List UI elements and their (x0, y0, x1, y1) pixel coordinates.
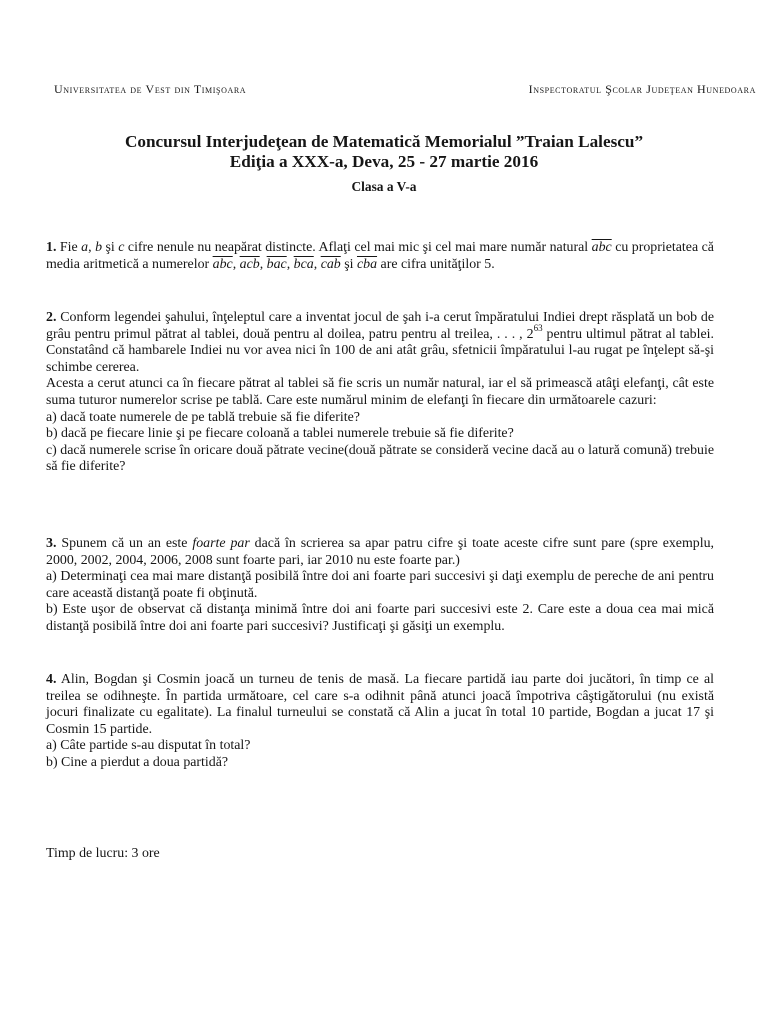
problem-2-question-a: a) dacă toate numerele de pe tablă trebuie să fie diferite? (46, 409, 360, 425)
number-bca: $\overline{bca}$ (293, 256, 314, 272)
problem-2-question-c: c) dacă numerele scrise în oricare două pătrate vecine(două pătrate se consideră vecine dacă au o latură comună) trebuie să fie diferite? (46, 442, 714, 475)
term-foarte-par: foarte par (192, 536, 250, 551)
header-inspectorate: Inspectoratul Şcolar Judeţean Hunedoara (528, 82, 756, 96)
problem-4-question-a: a) Câte partide s-au disputat în total? (46, 738, 251, 754)
problem-3-statement: 3. Spunem că un an este foarte par dacă în scrierea sa apar patru cifre şi toate aceste cifre sunt pare (spre exemplu, 2000, 2002, 2004, 2006, 2008 sunt foarte pari, iar 2010 nu este foarte par.) (46, 536, 714, 568)
problem-2-question-b: b) dacă pe fiecare linie şi pe fiecare coloană a tablei numerele trebuie să fie diferite? (46, 426, 514, 442)
problem-4 (46, 672, 714, 772)
grade-line: Clasa a V-a (351, 179, 417, 194)
problem-number: 3. (46, 536, 57, 551)
title-block (0, 132, 768, 195)
edition-line: Ediţia a XXX-a, Deva, 25 - 27 martie 2016 (229, 152, 539, 171)
problem-2-statement: 2. Conform legendei şahului, înţeleptul care a inventat jocul de şah i-a cerut împăratului Indiei drept răsplată un bob de grâu pentru primul pătrat al tablei, două pentru al doilea, patru pentru al treilea, . . . , $2^{63}$ pentru ultimul pătrat al tablei. Constatând că hambarele Indiei nu vor avea nici în 100 de ani atât grâu, sfetnicii împăratului l-au rugat pe înţelept să-şi schimbe cererea. (46, 310, 715, 375)
problem-number: 1. (46, 240, 57, 255)
problem-3 (46, 536, 714, 636)
problem-1-text: 1. Fie a, b şi c cifre nenule nu neapărat distincte. Aflaţi cel mai mic şi cel mai mare număr natural $\overline{abc}$ cu proprietatea că media aritmetică a numerelor $\overline{abc}$, $\overline{acb}$, $\overline{bac}$, $\overline{bca}$, $\overline{cab}$ şi $\overline{cba}$ are cifra unităţilor 5. (46, 240, 714, 272)
number-abc: $\overline{abc}$ (591, 240, 612, 255)
problem-number: 2. (46, 310, 57, 325)
problem-1 (46, 240, 714, 273)
header-university: Universitatea de Vest din Timişoara (54, 82, 247, 96)
number-cba: $\overline{cba}$ (356, 256, 378, 272)
problem-4-question-b: b) Cine a pierdut a doua partidă? (46, 754, 229, 770)
number-acb: $\overline{acb}$ (239, 256, 260, 272)
number-cab: $\overline{cab}$ (320, 256, 341, 272)
number-bac: $\overline{bac}$ (266, 256, 287, 272)
contest-title: Concursul Interjudeţean de Matematică Memorialul ”Traian Lalescu” (124, 132, 644, 151)
number-abc: $\overline{abc}$ (212, 256, 233, 272)
problem-4-statement: 4. Alin, Bogdan şi Cosmin joacă un turneu de tenis de masă. La fiecare partidă iau parte doi jucători, în timp ce al treilea se odihneşte. În partida următoare, cel care s-a odihnit până atunci joacă împotriva câştigătorului (nu există jocuri finalizate cu egalitate). La finalul turneului se constată că Alin a jucat în total 10 partide, Bogdan a jucat 17 şi Cosmin 15 partide. (46, 672, 714, 737)
problem-2-request: Acesta a cerut atunci ca în fiecare pătrat al tablei să fie scris un număr natural, iar el să primească atâţi elefanţi, cât este suma tuturor numerelor scrise pe tablă. Care este numărul minim de elefanţi în fiecare din următoarele cazuri: (46, 376, 714, 408)
working-time: Timp de lucru: 3 ore (46, 846, 160, 861)
problem-number: 4. (46, 672, 57, 687)
problem-3-question-a: a) Determinaţi cea mai mare distanţă posibilă între doi ani foarte pari succesivi şi daţi exemplu de pereche de ani pentru care această distanţă poate fi obţinută. (46, 569, 714, 601)
problem-2 (46, 310, 714, 476)
problem-3-question-b: b) Este uşor de observat că distanţa minimă între doi ani foarte pari succesivi este 2. Care este a doua cea mai mică distanţă posibilă între doi ani foarte pari succesivi? Justificaţi şi găsiţi un exemplu. (46, 602, 714, 634)
